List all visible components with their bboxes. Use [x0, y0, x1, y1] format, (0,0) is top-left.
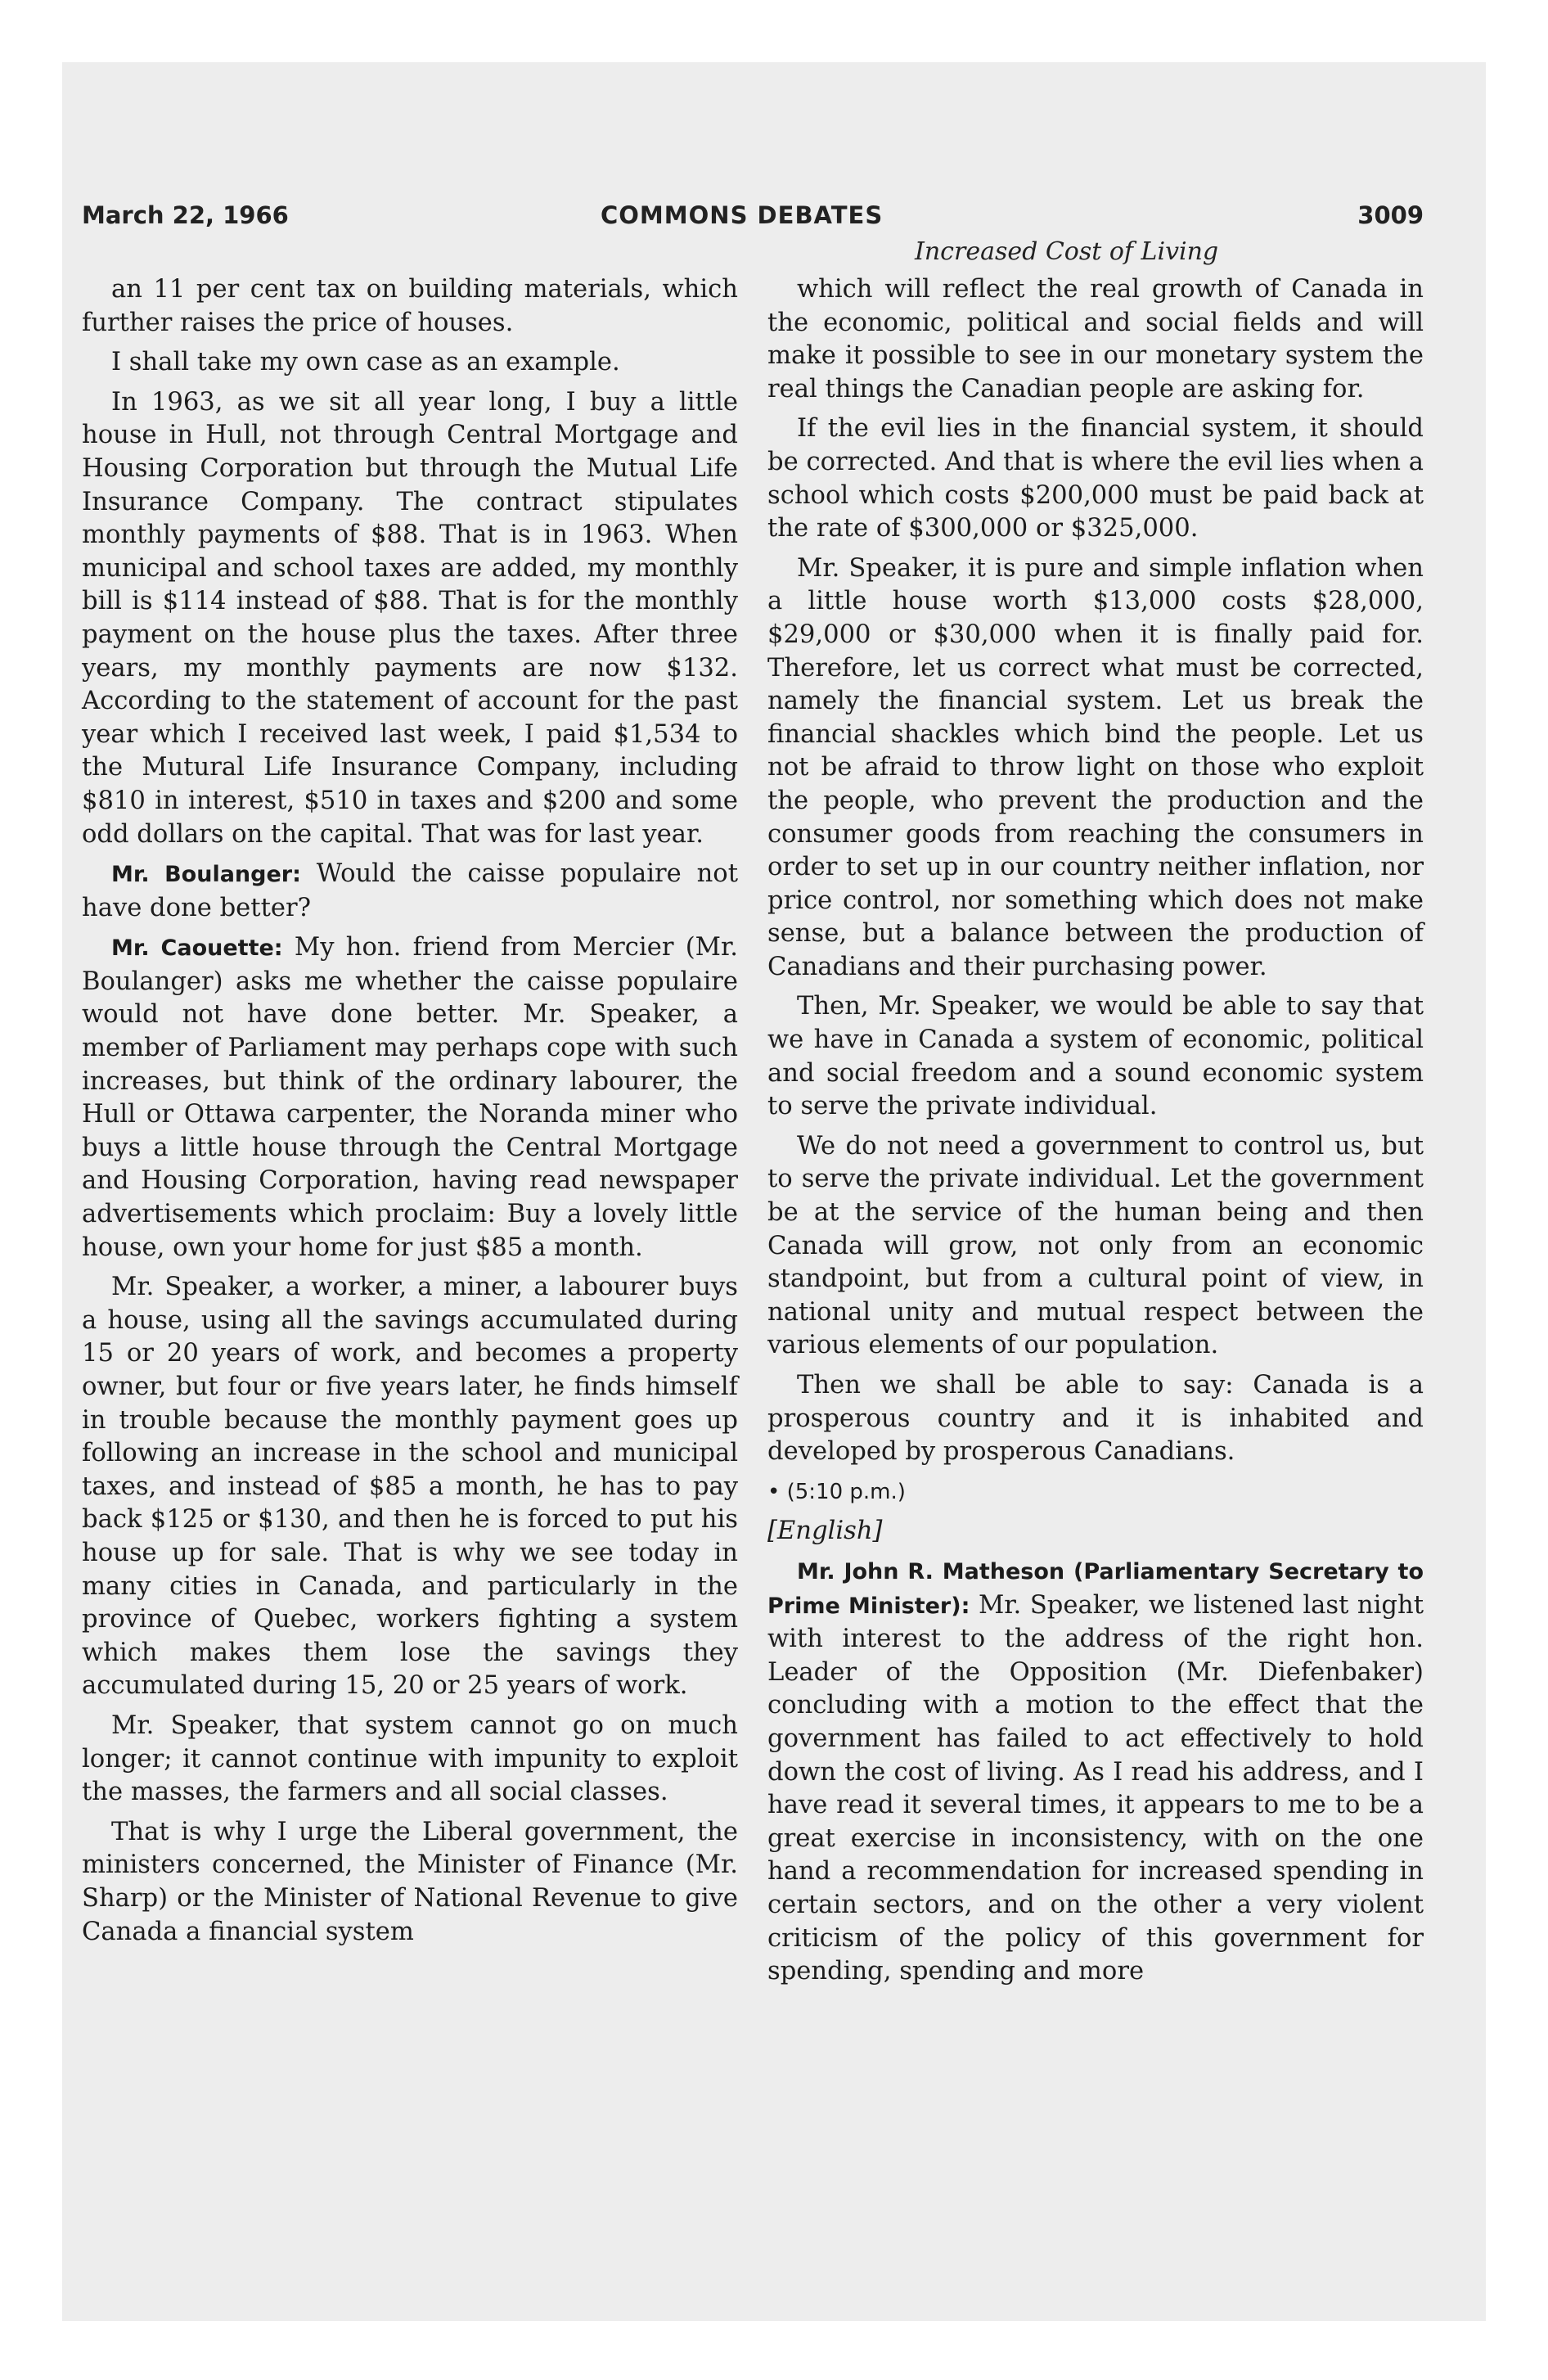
- left-column: [82, 273, 738, 1949]
- paragraph: I shall take my own case as an example.: [111, 348, 620, 377]
- paragraph: Then, Mr. Speaker, we would be able to say that we have in Canada a system of economic, political and social freedom and a sound economic system to serve the private individual.: [767, 992, 1424, 1121]
- paragraph: Mr. Speaker, that system cannot go on much longer; it cannot continue with impunity to exploit the masses, the farmers and all social classes.: [82, 1711, 738, 1807]
- speaker-name: Mr. Caouette:: [111, 935, 283, 962]
- paragraph: Mr. Speaker, a worker, a miner, a labourer buys a house, using all the savings accumulated during 15 or 20 years of work, and becomes a property owner, but four or five years later, he finds himself in trouble because the monthly payment goes up following an increase in the school and municipal taxes, and instead of $85 a month, he has to pay back $125 or $130, and then he is forced to put his house up for sale. That is why we see today in many cities in Canada, and particularly in the province of Quebec, workers fighting a system which makes them lose the savings they accumulated during 15, 20 or 25 years of work.: [82, 1273, 738, 1701]
- header-page-number: 3009: [1357, 201, 1424, 229]
- paragraph: Then we shall be able to say: Canada is a prosperous country and it is inhabited and developed by prosperous Canadians.: [767, 1371, 1424, 1467]
- paragraph: Mr. Speaker, it is pure and simple inflation when a little house worth $13,000 costs $28,000, $29,000 or $30,000 when it is finally paid for. Therefore, let us correct what must be corrected, namely the financial system. Let us break the financial shackles which bind the people. Let us not be afraid to throw light on those who exploit the people, who prevent the production and the consumer goods from reaching the consumers in order to set up in our country neither inflation, nor price control, nor something which does not make sense, but a balance between the production of Canadians and their purchasing power.: [767, 553, 1424, 981]
- header-publication: COMMONS DEBATES: [601, 201, 884, 229]
- language-marker: [English]: [767, 1517, 883, 1546]
- page-header: [82, 201, 1424, 234]
- paragraph: which will reflect the real growth of Canada in the economic, political and social fields and will make it possible to see in our monetary system the real things the Canadian people are asking for.: [767, 275, 1424, 403]
- paragraph: If the evil lies in the financial system, it should be corrected. And that is where the evil lies when a school which costs $200,000 must be paid back at the rate of $300,000 or $325,000.: [767, 414, 1424, 543]
- paragraph: In 1963, as we sit all year long, I buy a little house in Hull, not through Central Mortgage and Housing Corporation but through the Mutual Life Insurance Company. The contract stipulates monthly payments of $88. That is in 1963. When municipal and school taxes are added, my monthly bill is $114 instead of $88. That is for the monthly payment on the house plus the taxes. After three years, my monthly payments are now $132. According to the statement of account for the past year which I received last week, I paid $1,534 to the Mutural Life Insurance Company, including $810 in interest, $510 in taxes and $200 and some odd dollars on the capital. That was for last year.: [82, 387, 738, 849]
- paragraph: That is why I urge the Liberal government, the ministers concerned, the Minister of Finance (Mr. Sharp) or the Minister of National Revenue to give Canada a financial system: [82, 1817, 738, 1946]
- paragraph: We do not need a government to control us, but to serve the private individual. Let the government be at the service of the human being and then Canada will grow, not only from an economic standpoint, but from a cultural point of view, in national unity and mutual respect between the various elements of our population.: [767, 1131, 1424, 1360]
- paragraph: an 11 per cent tax on building materials, which further raises the price of houses.: [82, 275, 738, 337]
- subheading: Increased Cost of Living: [915, 237, 1219, 266]
- time-marker: • (5:10 p.m.): [767, 1479, 906, 1504]
- speaker-name: Mr. Boulanger:: [111, 862, 301, 888]
- right-column: [767, 273, 1424, 1989]
- paragraph: Mr. John R. Matheson (Parliamentary Secretary to Prime Minister): Mr. Speaker, we listened last night with interest to the address of the right hon. Leader of the Opposition (Mr. Diefenbaker) concluding with a motion to the effect that the government has failed to act effectively to hold down the cost of living. As I read his address, and I have read it several times, it appears to me to be a great exercise in inconsistency, with on the one hand a recommendation for increased spending in certain sectors, and on the other a very violent criticism of the policy of this government for spending, spending and more: [767, 1558, 1424, 1986]
- paragraph: Mr. Boulanger: Would the caisse populaire not have done better?: [82, 859, 738, 922]
- header-date: March 22, 1966: [82, 201, 289, 229]
- paragraph: Mr. Caouette: My hon. friend from Mercier (Mr. Boulanger) asks me whether the caisse populaire would not have done better. Mr. Speaker, a member of Parliament may perhaps cope with such increases, but think of the ordinary labourer, the Hull or Ottawa carpenter, the Noranda miner who buys a little house through the Central Mortgage and Housing Corporation, having read newspaper advertisements which proclaim: Buy a lovely little house, own your home for just $85 a month.: [82, 933, 738, 1262]
- speaker-name: Mr. John R. Matheson (Parliamentary Secretary to Prime Minister):: [767, 1558, 1424, 1619]
